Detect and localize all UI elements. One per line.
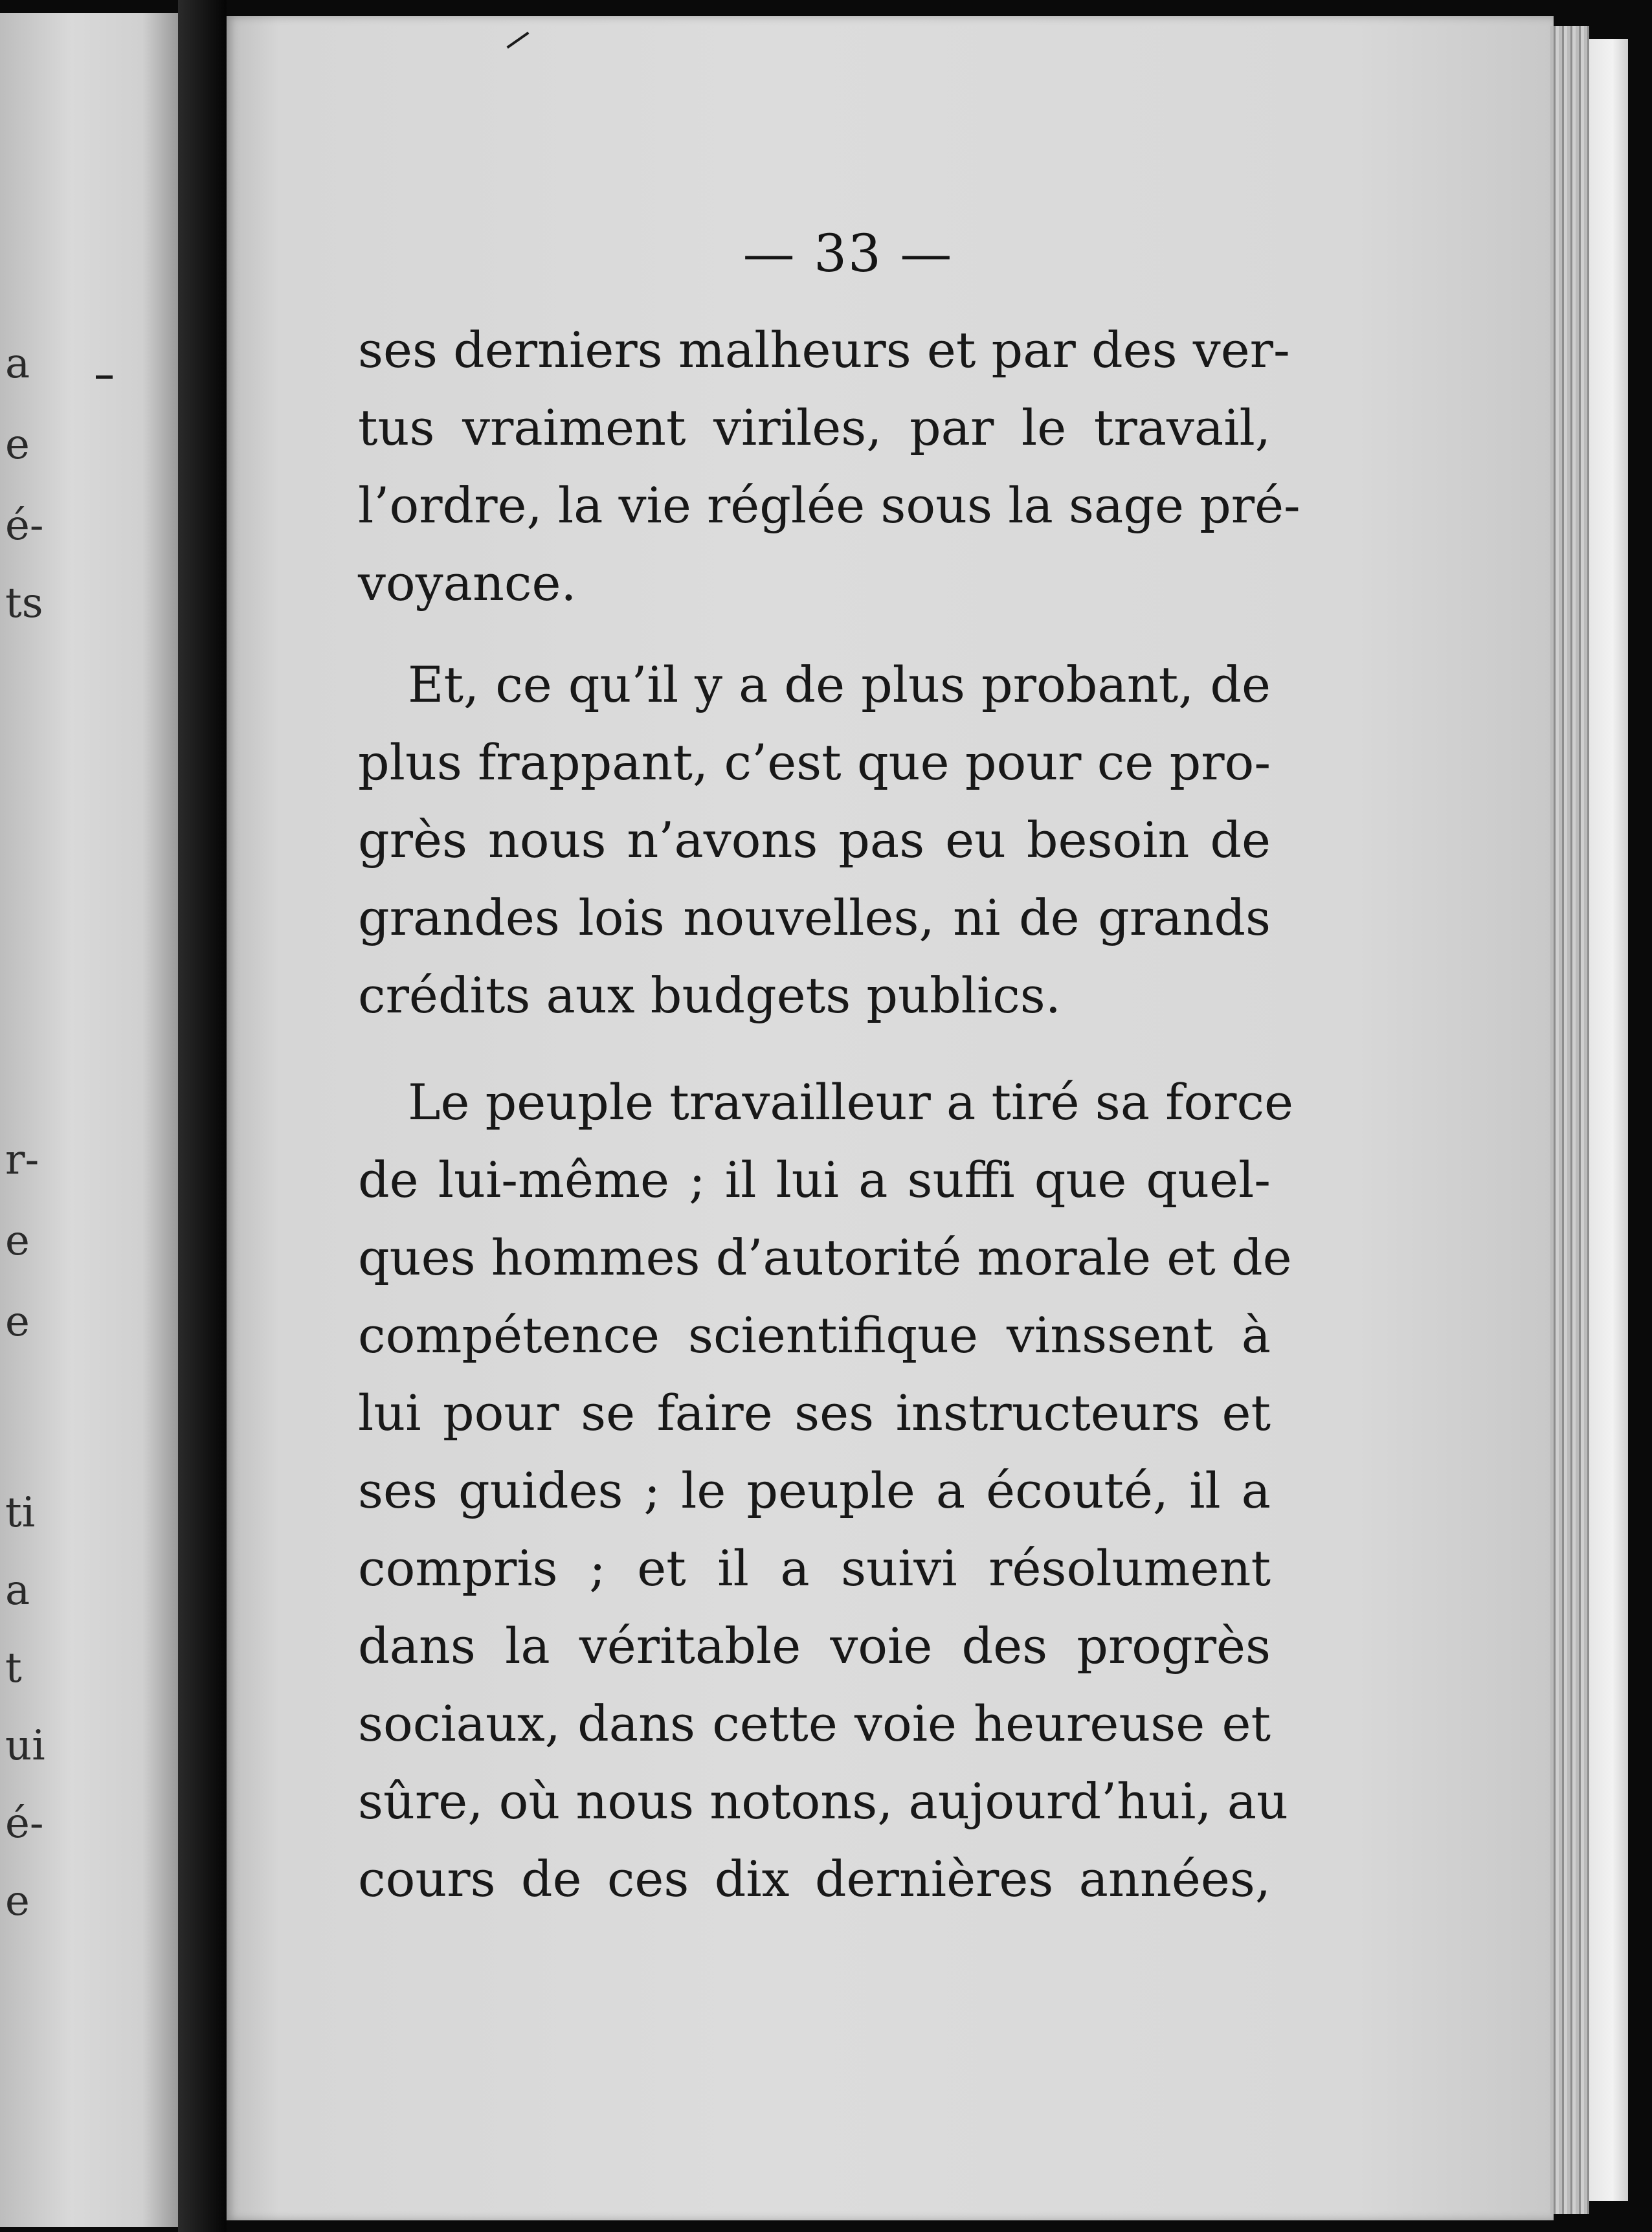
text-line: ses derniers malheurs et par des ver-	[358, 321, 1290, 379]
text-line: ques hommes d’autorité morale et de	[358, 1229, 1292, 1286]
text-line: plus frappant, c’est que pour ce pro-	[358, 733, 1271, 791]
ink-mark	[96, 375, 113, 379]
text-line: sûre, où nous notons, aujourd’hui, au	[358, 1772, 1288, 1830]
left-page-fragment: t	[5, 1644, 22, 1692]
left-page-fragment: e	[5, 1877, 30, 1925]
text-line: compris ; et il a suivi résolument	[358, 1539, 1271, 1597]
left-page-fragment: ui	[5, 1722, 45, 1770]
left-page-fragment: ti	[5, 1489, 36, 1537]
page-number: — 33 —	[742, 223, 954, 284]
text-line: grandes lois nouvelles, ni de grands	[358, 889, 1271, 946]
text-line: ses guides ; le peuple a écouté, il a	[358, 1462, 1271, 1519]
text-line: Et, ce qu’il y a de plus probant, de	[408, 656, 1271, 713]
text-line: lui pour se faire ses instructeurs et	[358, 1384, 1271, 1442]
book-gutter	[178, 0, 227, 2232]
left-page-fragment: e	[5, 1217, 30, 1265]
text-line: grès nous n’avons pas eu besoin de	[358, 811, 1271, 869]
left-page-fragment: e	[5, 421, 30, 469]
text-line: l’ordre, la vie réglée sous la sage pré-	[358, 476, 1300, 534]
left-page-fragment: r-	[5, 1136, 39, 1184]
left-page-fragment: é-	[5, 502, 44, 550]
text-line: compétence scientifique vinssent à	[358, 1306, 1271, 1364]
text-line: Le peuple travailleur a tiré sa force	[408, 1073, 1294, 1131]
page-edge-margin	[1589, 39, 1628, 2201]
text-line: cours de ces dix dernières années,	[358, 1850, 1271, 1908]
page-edges	[1550, 26, 1589, 2214]
left-page-fragment: a	[5, 340, 30, 388]
text-line: dans la véritable voie des progrès	[358, 1617, 1271, 1675]
left-page-fragment: a	[5, 1567, 30, 1614]
text-line: crédits aux budgets publics.	[358, 966, 1061, 1024]
left-page	[0, 13, 178, 2227]
left-page-fragment: ts	[5, 579, 43, 627]
text-line: de lui-même ; il lui a suffi que quel-	[358, 1151, 1271, 1209]
left-page-fragment: e	[5, 1298, 30, 1346]
text-line: sociaux, dans cette voie heureuse et	[358, 1695, 1271, 1752]
text-line: voyance.	[358, 554, 577, 612]
text-line: tus vraiment viriles, par le travail,	[358, 399, 1271, 456]
left-page-fragment: é-	[5, 1800, 44, 1847]
